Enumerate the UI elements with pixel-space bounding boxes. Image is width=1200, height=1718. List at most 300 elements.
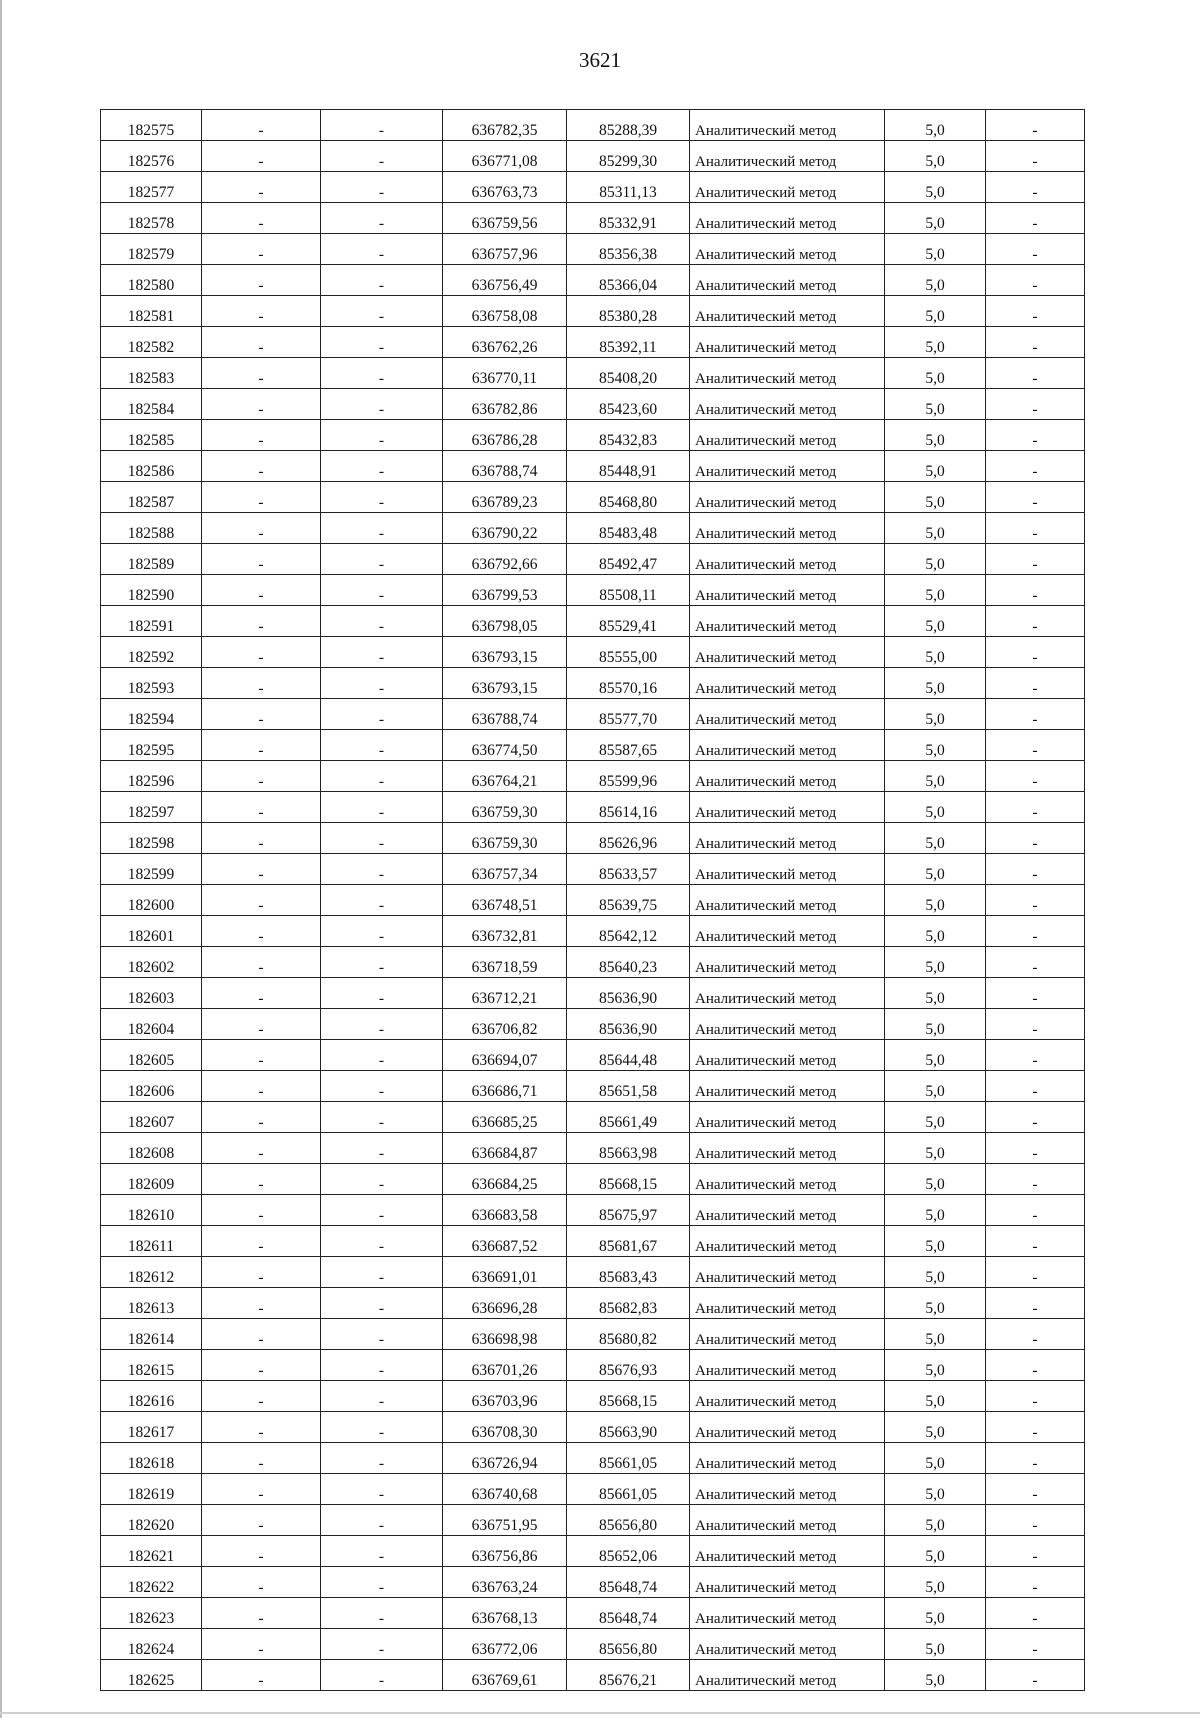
- cell-col-empty-2: -: [321, 141, 443, 172]
- cell-accuracy: 5,0: [885, 1102, 986, 1133]
- cell-y-coordinate: 85676,21: [567, 1660, 690, 1691]
- cell-method: Аналитический метод: [690, 916, 885, 947]
- cell-accuracy: 5,0: [885, 854, 986, 885]
- cell-accuracy: 5,0: [885, 1071, 986, 1102]
- cell-accuracy: 5,0: [885, 699, 986, 730]
- cell-accuracy: 5,0: [885, 203, 986, 234]
- cell-col-empty-3: -: [986, 1102, 1085, 1133]
- cell-col-empty-3: -: [986, 1319, 1085, 1350]
- table-row: [101, 885, 1085, 916]
- scan-edge-bottom: [0, 1712, 1200, 1714]
- cell-col-empty-2: -: [321, 203, 443, 234]
- cell-accuracy: 5,0: [885, 792, 986, 823]
- cell-col-empty-3: -: [986, 792, 1085, 823]
- cell-col-empty-1: -: [202, 234, 321, 265]
- cell-y-coordinate: 85587,65: [567, 730, 690, 761]
- cell-point-number: 182584: [101, 389, 202, 420]
- table-row: [101, 699, 1085, 730]
- cell-col-empty-2: -: [321, 1319, 443, 1350]
- table-row: [101, 854, 1085, 885]
- cell-point-number: 182610: [101, 1195, 202, 1226]
- cell-x-coordinate: 636759,30: [443, 823, 567, 854]
- cell-accuracy: 5,0: [885, 1226, 986, 1257]
- cell-y-coordinate: 85661,49: [567, 1102, 690, 1133]
- cell-point-number: 182604: [101, 1009, 202, 1040]
- cell-col-empty-2: -: [321, 730, 443, 761]
- cell-col-empty-1: -: [202, 451, 321, 482]
- cell-col-empty-3: -: [986, 730, 1085, 761]
- cell-col-empty-2: -: [321, 699, 443, 730]
- cell-col-empty-1: -: [202, 823, 321, 854]
- cell-method: Аналитический метод: [690, 699, 885, 730]
- table-row: [101, 761, 1085, 792]
- table-row: [101, 482, 1085, 513]
- cell-point-number: 182578: [101, 203, 202, 234]
- cell-col-empty-2: -: [321, 575, 443, 606]
- cell-col-empty-1: -: [202, 1164, 321, 1195]
- cell-col-empty-1: -: [202, 637, 321, 668]
- cell-col-empty-1: -: [202, 730, 321, 761]
- table-row: [101, 451, 1085, 482]
- cell-method: Аналитический метод: [690, 1009, 885, 1040]
- table-row: [101, 1009, 1085, 1040]
- cell-point-number: 182607: [101, 1102, 202, 1133]
- cell-point-number: 182619: [101, 1474, 202, 1505]
- table-row: [101, 1164, 1085, 1195]
- cell-method: Аналитический метод: [690, 792, 885, 823]
- cell-col-empty-2: -: [321, 1505, 443, 1536]
- cell-accuracy: 5,0: [885, 1164, 986, 1195]
- cell-x-coordinate: 636793,15: [443, 668, 567, 699]
- cell-accuracy: 5,0: [885, 978, 986, 1009]
- table-row: [101, 947, 1085, 978]
- cell-accuracy: 5,0: [885, 234, 986, 265]
- cell-col-empty-1: -: [202, 761, 321, 792]
- cell-accuracy: 5,0: [885, 761, 986, 792]
- cell-method: Аналитический метод: [690, 1350, 885, 1381]
- cell-col-empty-2: -: [321, 1381, 443, 1412]
- cell-y-coordinate: 85492,47: [567, 544, 690, 575]
- cell-col-empty-1: -: [202, 513, 321, 544]
- cell-col-empty-3: -: [986, 141, 1085, 172]
- cell-col-empty-3: -: [986, 699, 1085, 730]
- cell-x-coordinate: 636685,25: [443, 1102, 567, 1133]
- cell-x-coordinate: 636718,59: [443, 947, 567, 978]
- cell-method: Аналитический метод: [690, 1319, 885, 1350]
- cell-y-coordinate: 85529,41: [567, 606, 690, 637]
- table-row: [101, 1133, 1085, 1164]
- cell-accuracy: 5,0: [885, 265, 986, 296]
- cell-method: Аналитический метод: [690, 1629, 885, 1660]
- cell-point-number: 182585: [101, 420, 202, 451]
- cell-col-empty-2: -: [321, 1133, 443, 1164]
- cell-x-coordinate: 636772,06: [443, 1629, 567, 1660]
- cell-accuracy: 5,0: [885, 358, 986, 389]
- cell-col-empty-2: -: [321, 420, 443, 451]
- cell-point-number: 182576: [101, 141, 202, 172]
- cell-accuracy: 5,0: [885, 947, 986, 978]
- table-row: [101, 575, 1085, 606]
- cell-col-empty-2: -: [321, 1536, 443, 1567]
- cell-x-coordinate: 636740,68: [443, 1474, 567, 1505]
- cell-x-coordinate: 636758,08: [443, 296, 567, 327]
- cell-point-number: 182599: [101, 854, 202, 885]
- cell-col-empty-2: -: [321, 854, 443, 885]
- cell-y-coordinate: 85648,74: [567, 1598, 690, 1629]
- cell-col-empty-1: -: [202, 699, 321, 730]
- cell-col-empty-2: -: [321, 761, 443, 792]
- cell-col-empty-2: -: [321, 1071, 443, 1102]
- cell-accuracy: 5,0: [885, 1133, 986, 1164]
- cell-col-empty-2: -: [321, 1164, 443, 1195]
- cell-x-coordinate: 636691,01: [443, 1257, 567, 1288]
- cell-method: Аналитический метод: [690, 637, 885, 668]
- cell-accuracy: 5,0: [885, 110, 986, 141]
- cell-point-number: 182600: [101, 885, 202, 916]
- cell-col-empty-1: -: [202, 327, 321, 358]
- table-body: [101, 110, 1085, 1691]
- cell-col-empty-1: -: [202, 110, 321, 141]
- cell-accuracy: 5,0: [885, 1505, 986, 1536]
- cell-y-coordinate: 85675,97: [567, 1195, 690, 1226]
- cell-accuracy: 5,0: [885, 1009, 986, 1040]
- table-row: [101, 606, 1085, 637]
- cell-point-number: 182589: [101, 544, 202, 575]
- cell-col-empty-3: -: [986, 513, 1085, 544]
- table-row: [101, 110, 1085, 141]
- cell-accuracy: 5,0: [885, 1319, 986, 1350]
- cell-accuracy: 5,0: [885, 606, 986, 637]
- cell-accuracy: 5,0: [885, 823, 986, 854]
- cell-x-coordinate: 636759,30: [443, 792, 567, 823]
- cell-col-empty-3: -: [986, 1071, 1085, 1102]
- cell-col-empty-3: -: [986, 1350, 1085, 1381]
- table-row: [101, 544, 1085, 575]
- cell-y-coordinate: 85656,80: [567, 1629, 690, 1660]
- cell-method: Аналитический метод: [690, 1381, 885, 1412]
- cell-x-coordinate: 636686,71: [443, 1071, 567, 1102]
- cell-y-coordinate: 85570,16: [567, 668, 690, 699]
- cell-point-number: 182616: [101, 1381, 202, 1412]
- cell-x-coordinate: 636769,61: [443, 1660, 567, 1691]
- table-row: [101, 265, 1085, 296]
- cell-col-empty-1: -: [202, 1381, 321, 1412]
- cell-y-coordinate: 85392,11: [567, 327, 690, 358]
- cell-y-coordinate: 85555,00: [567, 637, 690, 668]
- cell-point-number: 182581: [101, 296, 202, 327]
- cell-point-number: 182591: [101, 606, 202, 637]
- cell-col-empty-2: -: [321, 668, 443, 699]
- cell-col-empty-1: -: [202, 389, 321, 420]
- cell-accuracy: 5,0: [885, 513, 986, 544]
- cell-accuracy: 5,0: [885, 1412, 986, 1443]
- cell-col-empty-1: -: [202, 358, 321, 389]
- cell-col-empty-3: -: [986, 1226, 1085, 1257]
- cell-col-empty-1: -: [202, 947, 321, 978]
- cell-method: Аналитический метод: [690, 854, 885, 885]
- cell-col-empty-1: -: [202, 1412, 321, 1443]
- cell-x-coordinate: 636770,11: [443, 358, 567, 389]
- table-row: [101, 978, 1085, 1009]
- cell-accuracy: 5,0: [885, 730, 986, 761]
- cell-col-empty-2: -: [321, 234, 443, 265]
- cell-col-empty-3: -: [986, 265, 1085, 296]
- table-row: [101, 1195, 1085, 1226]
- cell-col-empty-2: -: [321, 1009, 443, 1040]
- cell-col-empty-1: -: [202, 203, 321, 234]
- cell-col-empty-3: -: [986, 1660, 1085, 1691]
- cell-point-number: 182612: [101, 1257, 202, 1288]
- cell-col-empty-1: -: [202, 1288, 321, 1319]
- cell-x-coordinate: 636726,94: [443, 1443, 567, 1474]
- table-row: [101, 513, 1085, 544]
- cell-method: Аналитический метод: [690, 1505, 885, 1536]
- cell-accuracy: 5,0: [885, 1567, 986, 1598]
- cell-method: Аналитический метод: [690, 668, 885, 699]
- cell-col-empty-1: -: [202, 482, 321, 513]
- cell-accuracy: 5,0: [885, 1598, 986, 1629]
- cell-method: Аналитический метод: [690, 1133, 885, 1164]
- cell-method: Аналитический метод: [690, 544, 885, 575]
- table-row: [101, 1536, 1085, 1567]
- table-row: [101, 1350, 1085, 1381]
- cell-col-empty-1: -: [202, 1040, 321, 1071]
- table-row: [101, 1660, 1085, 1691]
- cell-col-empty-3: -: [986, 358, 1085, 389]
- cell-x-coordinate: 636759,56: [443, 203, 567, 234]
- cell-col-empty-3: -: [986, 916, 1085, 947]
- cell-point-number: 182603: [101, 978, 202, 1009]
- cell-point-number: 182586: [101, 451, 202, 482]
- cell-method: Аналитический метод: [690, 358, 885, 389]
- cell-col-empty-3: -: [986, 1567, 1085, 1598]
- cell-x-coordinate: 636706,82: [443, 1009, 567, 1040]
- cell-method: Аналитический метод: [690, 234, 885, 265]
- cell-y-coordinate: 85299,30: [567, 141, 690, 172]
- cell-method: Аналитический метод: [690, 1040, 885, 1071]
- table-row: [101, 1629, 1085, 1660]
- cell-col-empty-2: -: [321, 1195, 443, 1226]
- cell-col-empty-2: -: [321, 637, 443, 668]
- cell-x-coordinate: 636789,23: [443, 482, 567, 513]
- cell-col-empty-3: -: [986, 575, 1085, 606]
- cell-accuracy: 5,0: [885, 544, 986, 575]
- cell-col-empty-2: -: [321, 947, 443, 978]
- cell-accuracy: 5,0: [885, 1040, 986, 1071]
- cell-col-empty-2: -: [321, 916, 443, 947]
- table-row: [101, 1319, 1085, 1350]
- cell-point-number: 182595: [101, 730, 202, 761]
- coordinates-table: [100, 109, 1085, 1691]
- cell-y-coordinate: 85483,48: [567, 513, 690, 544]
- cell-col-empty-1: -: [202, 1102, 321, 1133]
- cell-col-empty-1: -: [202, 668, 321, 699]
- table-row: [101, 203, 1085, 234]
- cell-col-empty-2: -: [321, 823, 443, 854]
- table-row: [101, 1102, 1085, 1133]
- cell-col-empty-1: -: [202, 172, 321, 203]
- cell-accuracy: 5,0: [885, 1443, 986, 1474]
- cell-col-empty-3: -: [986, 947, 1085, 978]
- cell-y-coordinate: 85332,91: [567, 203, 690, 234]
- cell-x-coordinate: 636799,53: [443, 575, 567, 606]
- cell-col-empty-3: -: [986, 1009, 1085, 1040]
- cell-point-number: 182623: [101, 1598, 202, 1629]
- cell-col-empty-2: -: [321, 296, 443, 327]
- cell-col-empty-2: -: [321, 451, 443, 482]
- cell-method: Аналитический метод: [690, 1660, 885, 1691]
- cell-col-empty-1: -: [202, 265, 321, 296]
- cell-method: Аналитический метод: [690, 1598, 885, 1629]
- cell-y-coordinate: 85676,93: [567, 1350, 690, 1381]
- cell-col-empty-2: -: [321, 110, 443, 141]
- cell-method: Аналитический метод: [690, 947, 885, 978]
- cell-col-empty-2: -: [321, 1040, 443, 1071]
- cell-y-coordinate: 85448,91: [567, 451, 690, 482]
- cell-accuracy: 5,0: [885, 420, 986, 451]
- cell-point-number: 182583: [101, 358, 202, 389]
- cell-x-coordinate: 636687,52: [443, 1226, 567, 1257]
- cell-col-empty-3: -: [986, 451, 1085, 482]
- cell-col-empty-2: -: [321, 172, 443, 203]
- cell-y-coordinate: 85642,12: [567, 916, 690, 947]
- cell-y-coordinate: 85614,16: [567, 792, 690, 823]
- table-row: [101, 358, 1085, 389]
- cell-x-coordinate: 636698,98: [443, 1319, 567, 1350]
- cell-col-empty-2: -: [321, 1288, 443, 1319]
- cell-point-number: 182613: [101, 1288, 202, 1319]
- cell-col-empty-2: -: [321, 358, 443, 389]
- cell-y-coordinate: 85682,83: [567, 1288, 690, 1319]
- cell-point-number: 182614: [101, 1319, 202, 1350]
- cell-x-coordinate: 636748,51: [443, 885, 567, 916]
- cell-y-coordinate: 85648,74: [567, 1567, 690, 1598]
- cell-x-coordinate: 636764,21: [443, 761, 567, 792]
- table-row: [101, 1474, 1085, 1505]
- table-row: [101, 1288, 1085, 1319]
- cell-accuracy: 5,0: [885, 1629, 986, 1660]
- cell-col-empty-3: -: [986, 1195, 1085, 1226]
- table-row: [101, 1443, 1085, 1474]
- cell-accuracy: 5,0: [885, 389, 986, 420]
- cell-y-coordinate: 85681,67: [567, 1226, 690, 1257]
- cell-col-empty-3: -: [986, 1257, 1085, 1288]
- cell-x-coordinate: 636756,86: [443, 1536, 567, 1567]
- cell-x-coordinate: 636696,28: [443, 1288, 567, 1319]
- cell-accuracy: 5,0: [885, 1660, 986, 1691]
- table-row: [101, 420, 1085, 451]
- cell-y-coordinate: 85380,28: [567, 296, 690, 327]
- cell-col-empty-1: -: [202, 1133, 321, 1164]
- cell-method: Аналитический метод: [690, 730, 885, 761]
- cell-method: Аналитический метод: [690, 885, 885, 916]
- table-row: [101, 1567, 1085, 1598]
- cell-accuracy: 5,0: [885, 1350, 986, 1381]
- cell-col-empty-2: -: [321, 792, 443, 823]
- table-row: [101, 296, 1085, 327]
- cell-col-empty-1: -: [202, 1536, 321, 1567]
- cell-y-coordinate: 85599,96: [567, 761, 690, 792]
- cell-col-empty-3: -: [986, 420, 1085, 451]
- cell-x-coordinate: 636701,26: [443, 1350, 567, 1381]
- cell-col-empty-3: -: [986, 1505, 1085, 1536]
- table-row: [101, 327, 1085, 358]
- cell-col-empty-2: -: [321, 1412, 443, 1443]
- cell-col-empty-3: -: [986, 1443, 1085, 1474]
- cell-col-empty-1: -: [202, 978, 321, 1009]
- cell-accuracy: 5,0: [885, 1288, 986, 1319]
- cell-col-empty-1: -: [202, 792, 321, 823]
- cell-col-empty-2: -: [321, 885, 443, 916]
- cell-col-empty-1: -: [202, 1319, 321, 1350]
- table-row: [101, 1381, 1085, 1412]
- cell-method: Аналитический метод: [690, 1164, 885, 1195]
- cell-accuracy: 5,0: [885, 916, 986, 947]
- cell-col-empty-1: -: [202, 575, 321, 606]
- cell-col-empty-3: -: [986, 1598, 1085, 1629]
- cell-col-empty-1: -: [202, 1567, 321, 1598]
- cell-point-number: 182593: [101, 668, 202, 699]
- cell-x-coordinate: 636768,13: [443, 1598, 567, 1629]
- cell-col-empty-2: -: [321, 1443, 443, 1474]
- cell-point-number: 182609: [101, 1164, 202, 1195]
- cell-col-empty-1: -: [202, 1350, 321, 1381]
- table-row: [101, 1257, 1085, 1288]
- cell-point-number: 182579: [101, 234, 202, 265]
- cell-accuracy: 5,0: [885, 327, 986, 358]
- cell-col-empty-1: -: [202, 1009, 321, 1040]
- cell-method: Аналитический метод: [690, 513, 885, 544]
- table-row: [101, 823, 1085, 854]
- cell-accuracy: 5,0: [885, 668, 986, 699]
- cell-col-empty-1: -: [202, 420, 321, 451]
- cell-col-empty-1: -: [202, 1598, 321, 1629]
- cell-col-empty-2: -: [321, 1226, 443, 1257]
- cell-method: Аналитический метод: [690, 1195, 885, 1226]
- cell-method: Аналитический метод: [690, 1257, 885, 1288]
- cell-accuracy: 5,0: [885, 172, 986, 203]
- cell-y-coordinate: 85639,75: [567, 885, 690, 916]
- cell-point-number: 182622: [101, 1567, 202, 1598]
- cell-col-empty-3: -: [986, 544, 1085, 575]
- cell-col-empty-2: -: [321, 1474, 443, 1505]
- cell-x-coordinate: 636793,15: [443, 637, 567, 668]
- cell-x-coordinate: 636708,30: [443, 1412, 567, 1443]
- cell-y-coordinate: 85468,80: [567, 482, 690, 513]
- cell-col-empty-2: -: [321, 1660, 443, 1691]
- cell-accuracy: 5,0: [885, 637, 986, 668]
- cell-y-coordinate: 85626,96: [567, 823, 690, 854]
- cell-col-empty-3: -: [986, 296, 1085, 327]
- cell-method: Аналитический метод: [690, 172, 885, 203]
- cell-point-number: 182624: [101, 1629, 202, 1660]
- cell-col-empty-2: -: [321, 389, 443, 420]
- cell-col-empty-1: -: [202, 854, 321, 885]
- cell-x-coordinate: 636732,81: [443, 916, 567, 947]
- cell-col-empty-1: -: [202, 1505, 321, 1536]
- cell-x-coordinate: 636774,50: [443, 730, 567, 761]
- cell-accuracy: 5,0: [885, 141, 986, 172]
- cell-col-empty-1: -: [202, 544, 321, 575]
- cell-point-number: 182602: [101, 947, 202, 978]
- cell-point-number: 182617: [101, 1412, 202, 1443]
- cell-accuracy: 5,0: [885, 482, 986, 513]
- cell-col-empty-3: -: [986, 668, 1085, 699]
- cell-method: Аналитический метод: [690, 141, 885, 172]
- cell-col-empty-2: -: [321, 482, 443, 513]
- table-row: [101, 234, 1085, 265]
- cell-point-number: 182598: [101, 823, 202, 854]
